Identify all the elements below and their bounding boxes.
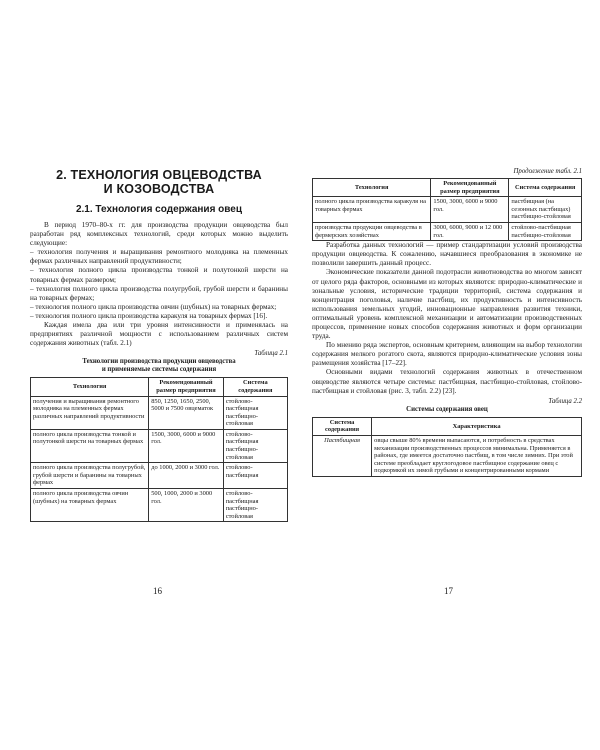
table-row (313, 197, 582, 223)
body-paragraph: Основными видами технологий содержания животных в отечественном овцеводстве являются четыре системы: пастбищная, пастбищно-стойловая, стойлово-пастбищная и стойловая (рис. 3, табл. 2.2) [23]. (312, 368, 582, 395)
page-number-right: 17 (444, 586, 453, 596)
table-cell: 1500, 3000, 6000 и 9000 гол. (149, 429, 224, 462)
table-row (313, 435, 582, 476)
body-paragraph: Разработка данных технологий — пример стандартизации условий производства продукции овцеводства. К сожалению, начавшиеся преобразования в экономике не позволили завершить данный процесс. (312, 241, 582, 268)
table-header: Характеристика (372, 417, 582, 435)
table-cell: полного цикла производства тонкой и полутонкой шерсти на товарных фермах (31, 429, 149, 462)
body-paragraph: Экономические показатели данной подотрасли животноводства во многом зависят от целого ряда факторов, основными из которых являются: природно-климатические и зональные условия, исторические традиции территорий, система содержания и концентрация поголовья, наличие пастбищ, их продуктивность и интенсивность использования земельных угодий, инновационные направления развития техники, оптимальный уровень комплексной механизации и автоматизации производственных процессов, применение новых способов содержания животных и форм организации труда. (312, 268, 582, 341)
table-header: Рекомендованный размер предприятия (431, 179, 509, 197)
table-caption (30, 358, 288, 374)
table-cell: 500, 1000, 2000 и 3000 гол. (149, 489, 224, 522)
table-header-row (31, 378, 288, 396)
table-header: Система содержания (223, 378, 287, 396)
table-header-row (313, 417, 582, 435)
table-header: Технология (313, 179, 431, 197)
table-cell: стойлово-пастбищная (223, 463, 287, 489)
table-cell: полного цикла производства полугрубой, грубой шерсти и баранины на товарных фермах (31, 463, 149, 489)
table-ref: Таблица 2.1 (254, 350, 288, 358)
table-cell: получения и выращивания ремонтного молодняка на племенных фермах различных направлений продуктивности (31, 396, 149, 429)
table-header: Рекомендованный размер предприятия (149, 378, 224, 396)
table-cell: пастбищная (на сезонных пастбищах) пастбищно-стойловая (509, 197, 582, 223)
body-paragraph: По мнению ряда экспертов, основным критерием, влияющим на выбор технологии содержания мелкого рогатого скота, являются природно-климатические условия зоны размещения хозяйства [17–22]. (312, 341, 582, 368)
table-header: Технология (31, 378, 149, 396)
left-page (30, 150, 288, 600)
table-header: Система содержания (313, 417, 372, 435)
table-cell: полного цикла производства овчин (шубных) на товарных фермах (31, 489, 149, 522)
table-cell: 1500, 3000, 6000 и 9000 гол. (431, 197, 509, 223)
table2-caption: Системы содержания овец (406, 405, 488, 413)
housing-systems-table (312, 417, 582, 477)
dash-item: – технология полного цикла производства каракуля на товарных фермах [16]. (30, 311, 268, 320)
technology-table-continued (312, 178, 582, 241)
table-caption-line-2: и применяемые системы содержания (101, 366, 217, 374)
dash-item: – технология получения и выращивания ремонтного молодняка на племенных фермах различных направлений продуктивности; (30, 248, 288, 266)
dash-item: – технология полного цикла производства тонкой и полутонкой шерсти на товарных фермах размером; (30, 266, 288, 284)
table-caption-line-1: Технологии производства продукции овцеводства (82, 358, 236, 366)
table-cell: полного цикла производства каракуля на товарных фермах (313, 197, 431, 223)
table-header: Система содержания (509, 179, 582, 197)
table-cell: производства продукции овцеводства в фермерских хозяйствах (313, 222, 431, 240)
table-row (31, 429, 288, 462)
table-cell: до 1000, 2000 и 3000 гол. (149, 463, 224, 489)
table-row (313, 222, 582, 240)
table-cell: стойлово-пастбищная пастбищно-стойловая (223, 429, 287, 462)
table-row (31, 463, 288, 489)
intro-paragraph: В период 1970–80-х гг. для производства продукции овцеводства был разработан ряд комплексных технологий, среди которых можно выделить следующие: (30, 221, 288, 248)
table-cell: Пастбищная (313, 435, 372, 476)
chapter-title-line-1: 2. ТЕХНОЛОГИЯ ОВЦЕВОДСТВА (56, 168, 262, 182)
table-header-row (313, 179, 582, 197)
table-cell: овцы свыше 80% времени выпасаются, и потребность в средствах механизации производственных процессов минимальна. Применяется в районах, где имеется достаточно пастбищ, в том числе зимних. При этой системе преобладает круглогодовое пастбищное содержание овец с подкормкой их зимой грубыми и концентрированными кормами (372, 435, 582, 476)
table-cell: 850, 1250, 1650, 2500, 5000 и 7500 овцематок (149, 396, 224, 429)
body-paragraph: Каждая имела два или три уровня интенсивности и применялась на предприятиях различной мощности с использованием различных систем содержания животных (табл. 2.1) (30, 321, 288, 348)
chapter-title (30, 168, 288, 196)
table-cell: стойлово-пастбищная пастбищно-стойловая (223, 489, 287, 522)
table2-ref: Таблица 2.2 (548, 397, 582, 405)
section-title: 2.1. Технология содержания овец (75, 204, 243, 215)
right-page (312, 150, 582, 600)
continuation-ref: Продолжение табл. 2.1 (513, 168, 582, 175)
table-cell: 3000, 6000, 9000 и 12 000 гол. (431, 222, 509, 240)
dash-item: – технология полного цикла производства овчин (шубных) на товарных фермах; (30, 302, 277, 311)
table-cell: стойлово-пастбищная пастбищно-стойловая (509, 222, 582, 240)
table-cell: стойлово-пастбищная пастбищно-стойловая (223, 396, 287, 429)
chapter-title-line-2: И КОЗОВОДСТВА (103, 182, 215, 196)
technology-table (30, 377, 288, 522)
page-number-left: 16 (153, 586, 162, 596)
table-row (31, 489, 288, 522)
table-row (31, 396, 288, 429)
dash-item: – технология полного цикла производства полугрубой, грубой шерсти и баранины на товарных фермах; (30, 284, 288, 302)
